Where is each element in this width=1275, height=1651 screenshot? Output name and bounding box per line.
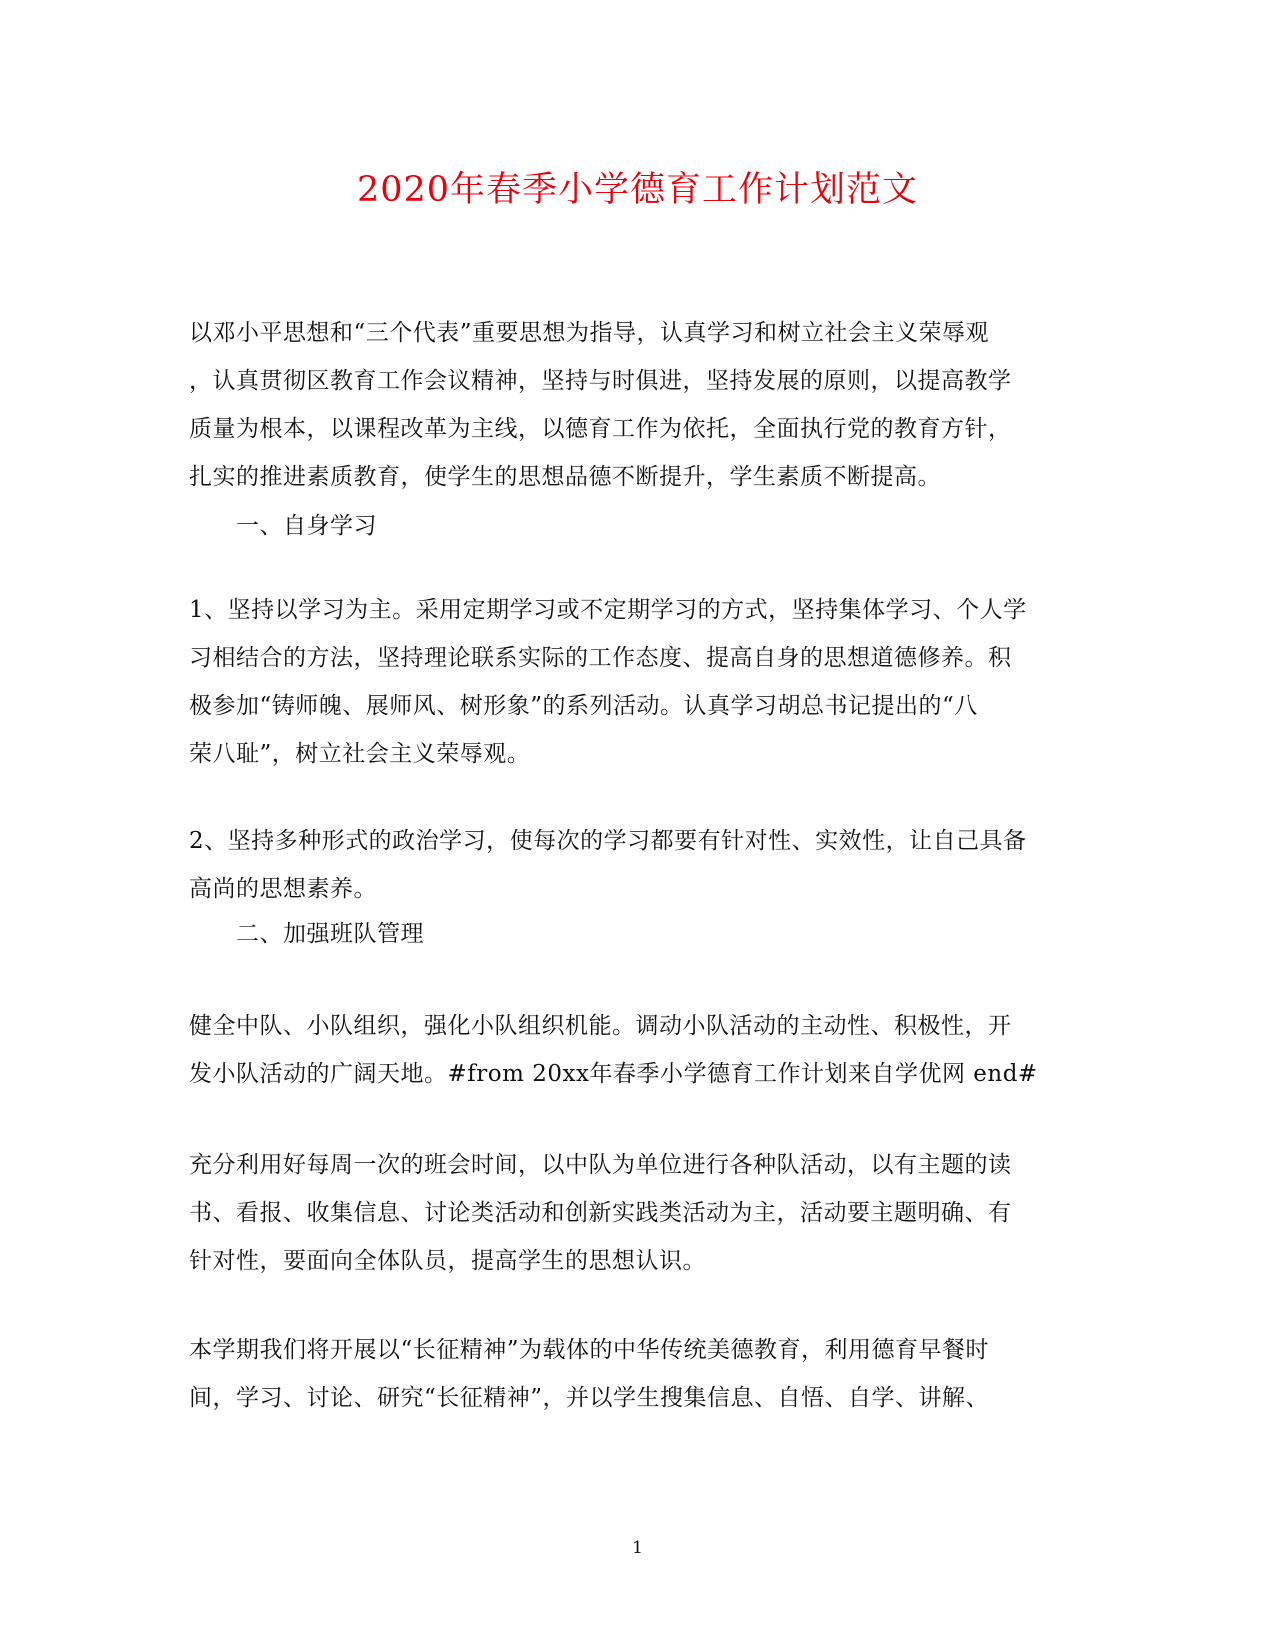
paragraph-line: 质量为根本，以课程改革为主线，以德育工作为依托，全面执行党的教育方针， <box>189 416 1012 442</box>
paragraph-line: 极参加“铸师魄、展师风、树形象”的系列活动。认真学习胡总书记提出的“八 <box>189 693 978 719</box>
paragraph-self-study-2 <box>189 817 1074 913</box>
paragraph-line: 高尚的思想素养。 <box>189 876 377 902</box>
paragraph-class-management-2 <box>189 1141 1074 1285</box>
paragraph-line: 2、坚持多种形式的政治学习，使每次的学习都要有针对性、实效性，让自己具备 <box>189 828 1027 854</box>
paragraph-class-management-3 <box>189 1326 1074 1422</box>
page-number: 1 <box>632 1538 643 1558</box>
paragraph-line: 习相结合的方法，坚持理论联系实际的工作态度、提高自身的思想道德修养。积 <box>189 645 1012 671</box>
paragraph-line: 充分利用好每周一次的班会时间，以中队为单位进行各种队活动，以有主题的读 <box>189 1152 1012 1178</box>
paragraph-intro <box>189 309 1074 501</box>
paragraph-line: 本学期我们将开展以“长征精神”为载体的中华传统美德教育，利用德育早餐时 <box>189 1337 990 1363</box>
paragraph-line: 健全中队、小队组织，强化小队组织机能。调动小队活动的主动性、积极性，开 <box>189 1013 1012 1039</box>
paragraph-self-study-1 <box>189 586 1074 778</box>
paragraph-line: 发小队活动的广阔天地。#from 20xx年春季小学德育工作计划来自学优网 end# <box>189 1061 1038 1087</box>
paragraph-line: 扎实的推进素质教育，使学生的思想品德不断提升，学生素质不断提高。 <box>189 464 941 490</box>
paragraph-line: ，认真贯彻区教育工作会议精神，坚持与时俱进，坚持发展的原则，以提高教学 <box>189 368 1012 394</box>
section-heading-class-management: 二、加强班队管理 <box>236 921 424 947</box>
paragraph-line: 荣八耻”，树立社会主义荣辱观。 <box>189 741 531 767</box>
paragraph-line: 书、看报、收集信息、讨论类活动和创新实践类活动为主，活动要主题明确、有 <box>189 1200 1012 1226</box>
paragraph-line: 1、坚持以学习为主。采用定期学习或不定期学习的方式，坚持集体学习、个人学 <box>189 597 1027 623</box>
paragraph-line: 间，学习、讨论、研究“长征精神”，并以学生搜集信息、自悟、自学、讲解、 <box>189 1385 990 1411</box>
paragraph-line: 针对性，要面向全体队员，提高学生的思想认识。 <box>189 1248 706 1274</box>
paragraph-line: 以邓小平思想和“三个代表”重要思想为指导，认真学习和树立社会主义荣辱观 <box>189 320 990 346</box>
section-heading-self-study: 一、自身学习 <box>236 513 377 539</box>
paragraph-class-management-1 <box>189 1002 1074 1098</box>
document-title: 2020年春季小学德育工作计划范文 <box>356 170 919 210</box>
